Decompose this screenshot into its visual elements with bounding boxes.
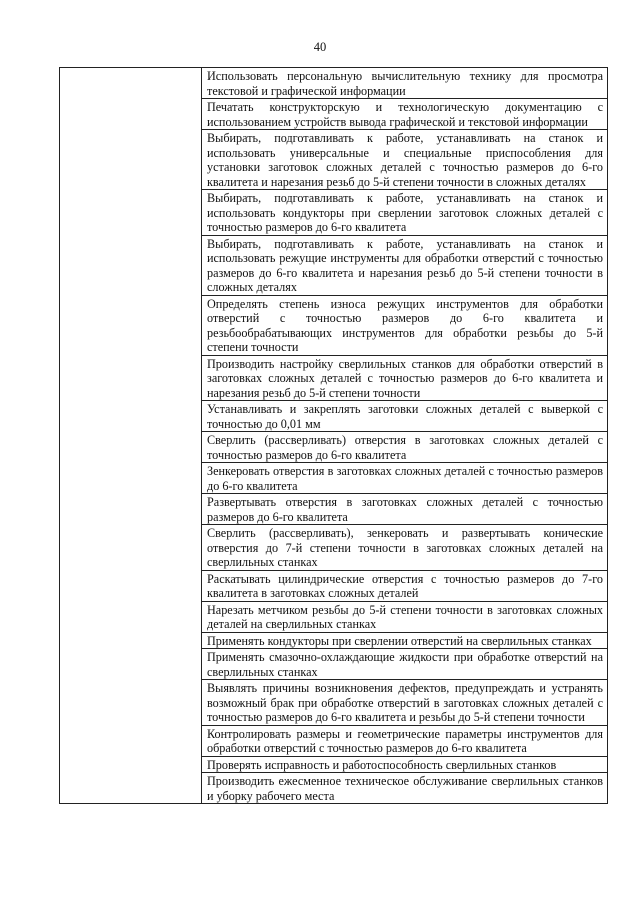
list-item: [202, 99, 607, 130]
table-row: [60, 68, 608, 804]
list-item-text: Развертывать отверстия в заготовках сложных деталей с точностью размеров до 6-го квалитета: [207, 495, 603, 524]
list-item: [202, 757, 607, 774]
list-item-text: Зенкеровать отверстия в заготовках сложных деталей с точностью размеров до 6-го квалитета: [207, 464, 603, 493]
list-item: [202, 68, 607, 99]
list-item: [202, 236, 607, 296]
list-item-text: Определять степень износа режущих инструментов для обработки отверстий с точностью размеров до 6-го квалитета и резьбообрабатывающих инструментов для обработки резьбы до 5-й степени точности: [207, 296, 603, 354]
list-item-text: Раскатывать цилиндрические отверстия с точностью размеров до 7-го квалитета в заготовках сложных деталей: [207, 571, 603, 600]
list-item: [202, 130, 607, 190]
list-item: [202, 463, 607, 494]
list-item: [202, 494, 607, 525]
list-item: [202, 356, 607, 402]
list-item-text: Выбирать, подготавливать к работе, устанавливать на станок и использовать режущие инструменты для обработки отверстий с точностью размеров до 6-го квалитета и нарезания резьб до 5-й степени точности в сложных деталях: [207, 236, 603, 294]
list-item-text: Печатать конструкторскую и технологическую документацию с использованием устройств вывода графической и текстовой информации: [207, 100, 603, 129]
list-item: [202, 773, 607, 803]
page-number: 40: [313, 40, 327, 54]
list-item: [202, 571, 607, 602]
list-item: [202, 296, 607, 356]
list-item-text: Применять кондукторы при сверлении отверстий на сверлильных станках: [207, 633, 592, 648]
list-item: [202, 602, 607, 633]
list-item: [202, 726, 607, 757]
list-item-text: Использовать персональную вычислительную технику для просмотра текстовой и графической информации: [207, 69, 603, 98]
list-item: [202, 190, 607, 236]
list-item-text: Нарезать метчиком резьбы до 5-й степени точности в заготовках сложных деталей на сверлильных станках: [207, 602, 603, 631]
list-item: [202, 525, 607, 571]
list-item: [202, 633, 607, 650]
list-item-text: Выбирать, подготавливать к работе, устанавливать на станок и использовать универсальные и специальные приспособления для установки заготовок сложных деталей с точностью размеров до 6-го квалитета и нарезания резьб до 5-й степени точности в сложных деталях: [207, 131, 603, 189]
list-item: [202, 680, 607, 726]
list-item-text: Контролировать размеры и геометрические параметры инструментов для обработки отверстий с точностью размеров до 6-го квалитета: [207, 726, 603, 755]
left-empty-cell: [60, 68, 202, 804]
list-item-text: Применять смазочно-охлаждающие жидкости при обработке отверстий на сверлильных станках: [207, 650, 603, 679]
list-item-text: Производить ежесменное техническое обслуживание сверлильных станков и уборку рабочего места: [207, 774, 603, 803]
list-item: [202, 401, 607, 432]
list-item-text: Сверлить (рассверливать), зенкеровать и развертывать конические отверстия до 7-й степени точности в заготовках сложных деталей на сверлильных станках: [207, 526, 603, 569]
list-item-text: Выявлять причины возникновения дефектов, предупреждать и устранять возможный брак при обработке отверстий в заготовках сложных деталей с точностью размеров до 6-го квалитета и резьбы до 5-й степени точности: [207, 681, 603, 724]
list-item-text: Сверлить (рассверливать) отверстия в заготовках сложных деталей с точностью размеров до 6-го квалитета: [207, 433, 603, 462]
list-item-text: Выбирать, подготавливать к работе, устанавливать на станок и использовать кондукторы при сверлении заготовок сложных деталей с точностью размеров до 6-го квалитета: [207, 191, 603, 234]
list-item: [202, 432, 607, 463]
list-item-text: Производить настройку сверлильных станков для обработки отверстий в заготовках сложных деталей с точностью размеров до 6-го квалитета и нарезания резьб до 5-й степени точности: [207, 356, 603, 400]
skills-table: [59, 67, 608, 804]
list-item-text: Устанавливать и закреплять заготовки сложных деталей с выверкой с точностью до 0,01 мм: [207, 402, 603, 431]
list-item-text: Проверять исправность и работоспособность сверлильных станков: [207, 757, 557, 772]
skills-list-cell: [202, 68, 608, 804]
list-item: [202, 649, 607, 680]
